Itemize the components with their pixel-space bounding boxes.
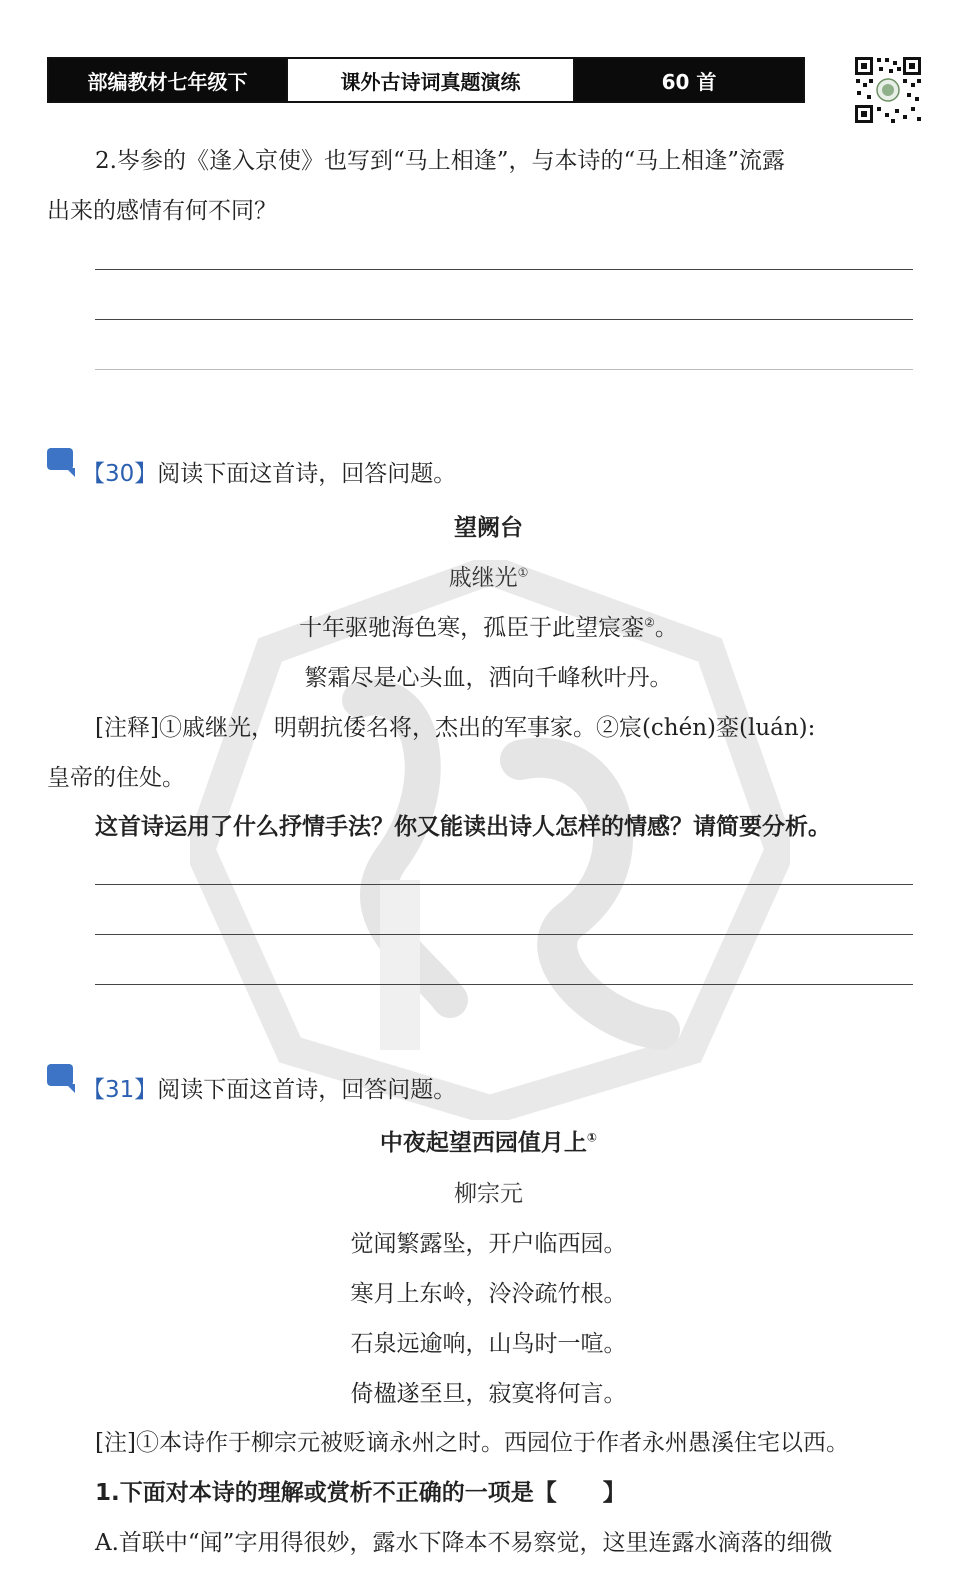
- q31-poem-line: 倚楹遂至旦，寂寞将何言。: [350, 1381, 627, 1407]
- q30-poem-line: 繁霜尽是心头血，洒向千峰秋叶丹。: [304, 665, 673, 691]
- q31-heading: 【31】阅读下面这首诗，回答问题。: [82, 1077, 457, 1103]
- q31-option-a[interactable]: A.首联中“闻”字用得很妙，露水下降本不易察觉，这里连露水滴落的细微: [95, 1530, 833, 1556]
- q31-number: 31: [105, 1077, 135, 1103]
- q31-poem-line: 石泉远逾响，山鸟时一喧。: [350, 1331, 627, 1357]
- answer-line: [95, 369, 913, 370]
- answer-line: [95, 984, 913, 985]
- q30-heading: 【30】阅读下面这首诗，回答问题。: [82, 461, 457, 487]
- header-bar: [47, 57, 805, 103]
- q31-poem-title: 中夜起望西园值月上①: [379, 1130, 598, 1156]
- q31-author: 柳宗元: [454, 1181, 523, 1207]
- q30-number: 30: [105, 461, 135, 487]
- answer-line: [95, 884, 913, 885]
- q30-poem-line: 十年驱驰海色寒，孤臣于此望宸銮②。: [299, 615, 678, 641]
- question-bubble-icon: [47, 1064, 73, 1086]
- prev-question-line1: 2.岑参的《逢入京使》也写到“马上相逢”，与本诗的“马上相逢”流露: [95, 148, 785, 174]
- q30-note-line1: [注释]①戚继光，明朝抗倭名将，杰出的军事家。②宸(chén)銮(luán):: [95, 715, 816, 741]
- q30-author: 戚继光①: [448, 565, 529, 591]
- qr-code-icon: [853, 55, 923, 125]
- header-title: 课外古诗词真题演练: [286, 59, 575, 101]
- q31-poem-line: 寒月上东岭，泠泠疏竹根。: [350, 1281, 627, 1307]
- q31-sub-question-1: 1.下面对本诗的理解或赏析不正确的一项是【 】: [95, 1480, 626, 1506]
- q30-note-line2: 皇帝的住处。: [47, 765, 185, 791]
- header-grade: 部编教材七年级下: [49, 59, 286, 101]
- q30-prompt: 阅读下面这首诗，回答问题。: [157, 461, 457, 487]
- answer-line: [95, 319, 913, 320]
- prev-question-line2: 出来的感情有何不同？: [47, 198, 277, 224]
- q30-question: 这首诗运用了什么抒情手法？你又能读出诗人怎样的情感？请简要分析。: [95, 814, 831, 840]
- answer-line: [95, 934, 913, 935]
- q31-prompt: 阅读下面这首诗，回答问题。: [157, 1077, 457, 1103]
- answer-line: [95, 269, 913, 270]
- q30-poem-title: 望阙台: [454, 515, 523, 541]
- q31-poem-line: 觉闻繁露坠，开户临西园。: [350, 1231, 627, 1257]
- q31-note: [注]①本诗作于柳宗元被贬谪永州之时。西园位于作者永州愚溪住宅以西。: [95, 1430, 849, 1456]
- header-count: 60 首: [575, 59, 803, 101]
- question-bubble-icon: [47, 448, 73, 470]
